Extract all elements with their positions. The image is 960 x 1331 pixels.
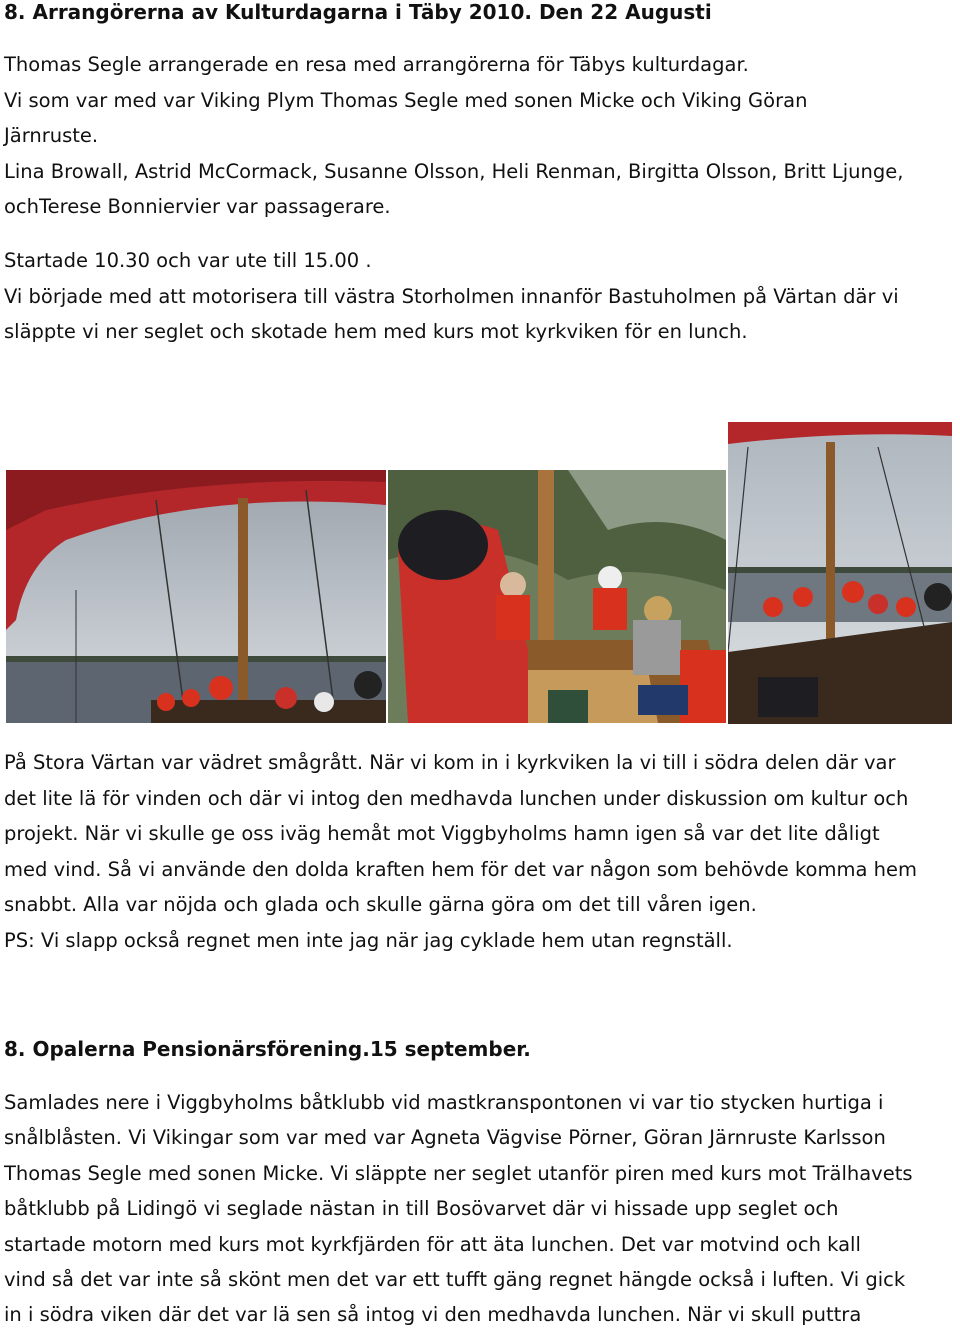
paragraph-line: vind så det var inte så skönt men det var ett tufft gäng regnet hängde också i luften. Vi gick	[4, 1268, 906, 1291]
paragraph-line: båtklubb på Lidingö vi seglade nästan in till Bosövarvet där vi hissade upp seglet och	[4, 1197, 839, 1220]
paragraph-line: snålblåsten. Vi Vikingar som var med var Agneta Vägvise Pörner, Göran Järnruste Karlsson	[4, 1126, 886, 1149]
paragraph-line: PS: Vi slapp också regnet men inte jag när jag cyklade hem utan regnställ.	[4, 929, 733, 952]
paragraph-line: ochTerese Bonniervier var passagerare.	[4, 195, 391, 218]
paragraph-line: projekt. När vi skulle ge oss iväg hemåt mot Viggbyholms hamn igen så var det lite dåligt	[4, 822, 880, 845]
paragraph-line: med vind. Så vi använde den dolda kraften hem för det var någon som behövde komma hem	[4, 858, 917, 881]
paragraph-line: det lite lä för vinden och där vi intog den medhavda lunchen under diskussion om kultur och	[4, 787, 909, 810]
paragraph-line: Startade 10.30 och var ute till 15.00 .	[4, 249, 372, 272]
paragraph-line: Järnruste.	[4, 124, 99, 147]
section-2-heading: 8. Opalerna Pensionärsförening.15 september.	[4, 1037, 531, 1061]
paragraph-line: Thomas Segle med sonen Micke. Vi släppte ner seglet utanför piren med kurs mot Trälhavets	[4, 1162, 913, 1185]
paragraph-line: släppte vi ner seglet och skotade hem med kurs mot kyrkviken för en lunch.	[4, 320, 748, 343]
paragraph-line: in i södra viken där det var lä sen så intog vi den medhavda lunchen. När vi skull puttra	[4, 1303, 862, 1326]
paragraph-line: snabbt. Alla var nöjda och glada och skulle gärna göra om det till våren igen.	[4, 893, 757, 916]
photo-crew-aboard	[388, 470, 726, 723]
photo-sail-over-water	[6, 470, 386, 723]
paragraph-line: Lina Browall, Astrid McCormack, Susanne Olsson, Heli Renman, Birgitta Olsson, Britt Ljunge,	[4, 160, 904, 183]
section-1-heading: 8. Arrangörerna av Kulturdagarna i Täby 2010. Den 22 Augusti	[4, 0, 712, 24]
paragraph-line: Vi som var med var Viking Plym Thomas Segle med sonen Micke och Viking Göran	[4, 89, 808, 112]
paragraph-line: Thomas Segle arrangerade en resa med arrangörerna för Täbys kulturdagar.	[4, 53, 749, 76]
paragraph-line: startade motorn med kurs mot kyrkfjärden för att äta lunchen. Det var motvind och kall	[4, 1233, 861, 1256]
photo-crew-under-sail	[728, 422, 952, 724]
paragraph-line: Vi började med att motorisera till västra Storholmen innanför Bastuholmen på Värtan där vi	[4, 285, 899, 308]
paragraph-line: Samlades nere i Viggbyholms båtklubb vid mastkranspontonen vi var tio stycken hurtiga i	[4, 1091, 884, 1114]
paragraph-line: På Stora Värtan var vädret smågrått. När vi kom in i kyrkviken la vi till i södra delen där var	[4, 751, 896, 774]
